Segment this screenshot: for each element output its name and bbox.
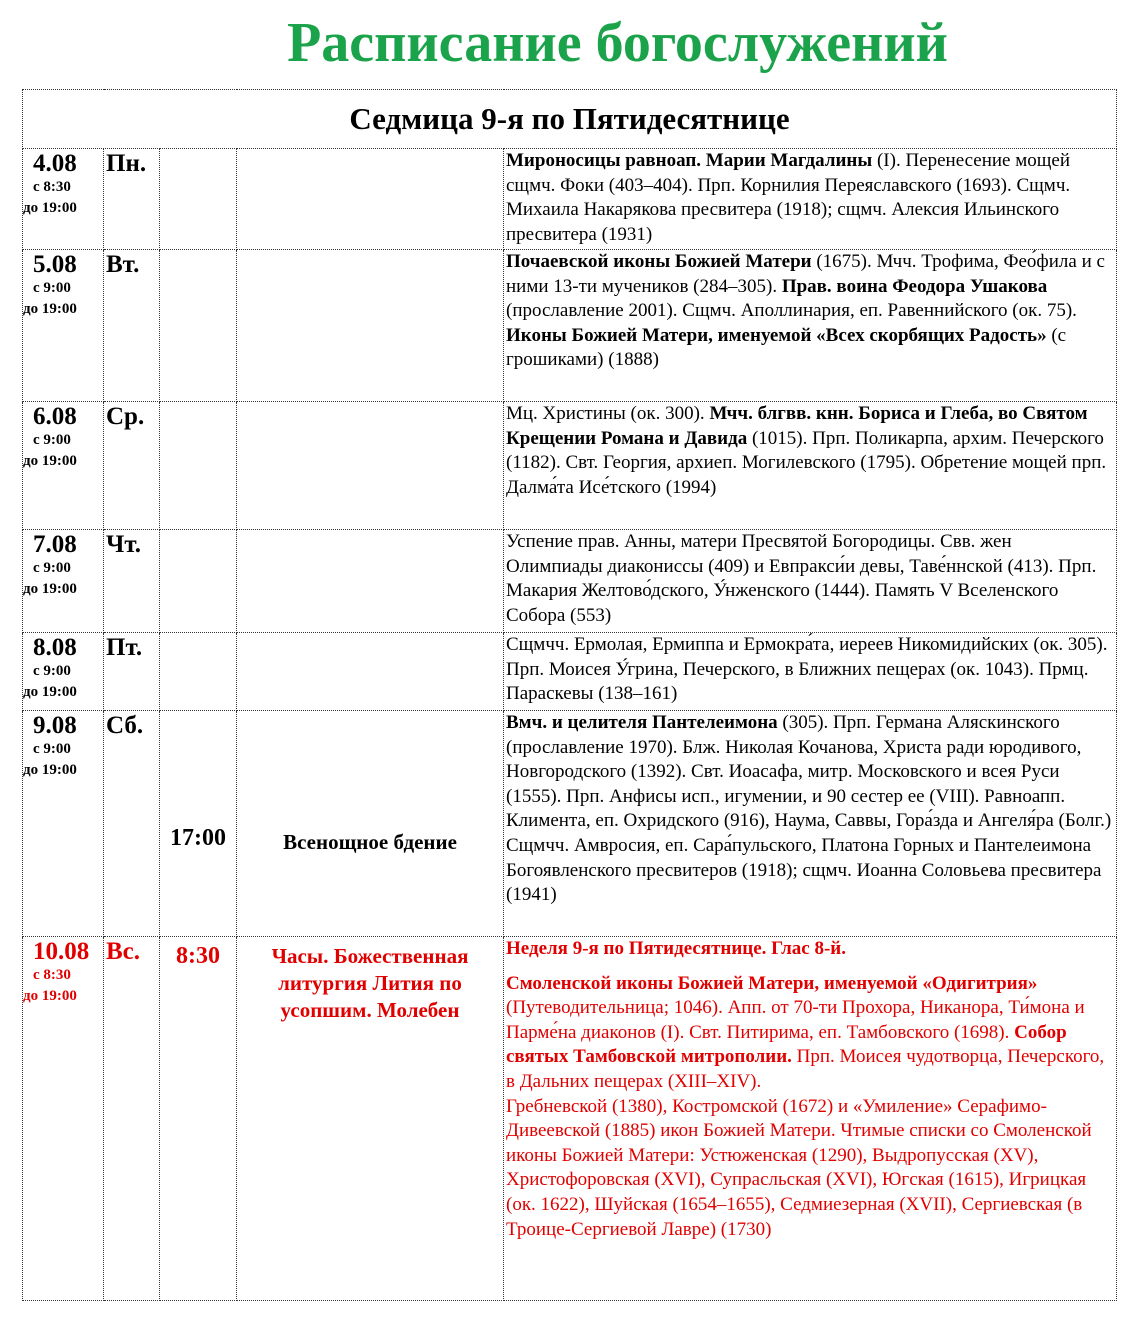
service-cell [237, 402, 504, 530]
commemorations-cell [504, 530, 1117, 633]
commemoration-text: Сщмчч. Ермолая, Ермиппа и Ермокра́та, иереев Никомидийских (ок. 305). Прп. Моисея У́грина, Печерского, в Ближних пещерах (ок. 1043). Прмц. Параскевы (138–161) [506, 634, 1108, 705]
weekday-cell [104, 711, 160, 937]
day-row [23, 711, 1117, 937]
commemoration-bold: Собор святых Тамбовской митрополии. [506, 1021, 1067, 1068]
date-cell [23, 149, 104, 250]
day-row [23, 250, 1117, 402]
commemorations [504, 149, 1116, 247]
weekday-cell [104, 633, 160, 711]
time-cell [160, 250, 237, 402]
service-time: 8:30 [176, 943, 220, 969]
hours-to: до 19:00 [23, 453, 77, 469]
service-cell [237, 633, 504, 711]
commemoration-text: (305). Прп. Германа Аляскинского (прославление 1970). Блж. Николая Кочанова, Христа ради юродивого, Новгородского (1392). Свт. Иоасафа, митр. Московского и всея Руси (1555). Прп. Анфисы исп., игумении, и 90 сестер ее (VIII). Равноапп. Климента, еп. Охридского (916), Наума, Саввы, Гора́зда и Ангеля́ра (Болг.) Сщмчч. Амвросия, еп. Сара́пульского, Платона Горных и Пантелеимона Богоявленского пресвитеров (1918); сщмч. Иоанна Соловьева пресвитера (1941) [506, 712, 1112, 906]
hours [23, 965, 103, 1007]
week-title: Седмица 9-я по Пятидесятнице [23, 90, 1117, 149]
hours-from: с 9:00 [33, 432, 71, 448]
commemoration-bold: Мироносицы равноап. Марии Магдалины [506, 150, 873, 171]
day-row [23, 149, 1117, 250]
day-row [23, 530, 1117, 633]
commemorations [504, 937, 1116, 1242]
hours-from: с 9:00 [33, 663, 71, 679]
hours-to: до 19:00 [23, 301, 77, 317]
commemoration-text: (прославление 2001). Сщмч. Аполлинария, еп. Равеннийского (ок. 75). [506, 300, 1077, 322]
hours-to: до 19:00 [23, 200, 77, 216]
service-cell [237, 937, 504, 1301]
service-cell [237, 530, 504, 633]
hours-from: с 8:30 [33, 967, 71, 983]
hours [23, 739, 103, 781]
time-cell [160, 402, 237, 530]
weekday-cell [104, 402, 160, 530]
date: 10.08 [33, 938, 90, 965]
date: 4.08 [33, 150, 77, 177]
service-name: Всенощное бдение [283, 830, 457, 854]
hours-from: с 9:00 [33, 741, 71, 757]
commemoration-text: Успение прав. Анны, матери Пресвятой Богородицы. Свв. жен Олимпиады диакониссы (409) и Евпракси́и девы, Таве́ннской (413). Прп. Макария Желтово́дского, У́нженского (1444). Память V Вселенского Собора (553) [506, 531, 1097, 626]
time-cell [160, 530, 237, 633]
commemorations [504, 250, 1116, 373]
commemoration-bold: Почаевской иконы Божией Матери [506, 251, 812, 272]
hours [23, 430, 103, 472]
date: 5.08 [33, 251, 77, 278]
hours-from: с 9:00 [33, 560, 71, 576]
weekday: Пт. [106, 634, 143, 661]
schedule-table [22, 89, 1117, 1301]
commemorations [504, 711, 1116, 908]
date: 8.08 [33, 634, 77, 661]
day-row [23, 402, 1117, 530]
weekday-cell [104, 937, 160, 1301]
hours-to: до 19:00 [23, 684, 77, 700]
commemorations-cell [504, 402, 1117, 530]
date: 7.08 [33, 531, 77, 558]
service-time: 17:00 [170, 825, 226, 851]
hours-from: с 8:30 [33, 179, 71, 195]
commemoration-bold: Иконы Божией Матери, именуемой «Всех скорбящих Радость» [506, 324, 1047, 346]
hours-to: до 19:00 [23, 988, 77, 1004]
commemoration-bold: Неделя 9-я по Пятидесятнице. Глас 8-й. [506, 938, 846, 959]
hours [23, 661, 103, 703]
weekday: Чт. [106, 531, 141, 558]
hours-to: до 19:00 [23, 762, 77, 778]
service-cell [237, 711, 504, 937]
time-cell [160, 149, 237, 250]
weekday-cell [104, 530, 160, 633]
commemoration-text: (1015). Прп. Поликарпа, архим. Печерского (1182). Свт. Георгия, архиеп. Могилевского (1795). Обретение мощей прп. Далма́та Исе́тского (1994) [506, 427, 1107, 498]
commemoration-text: (1675). Мчч. Трофима, Фео́фила и с ними 13-ти мучеников (284–305). [506, 251, 1105, 297]
service-name: Часы. Божественная литургия Лития по усопшим. Молебен [271, 944, 469, 1022]
commemorations-cell [504, 633, 1117, 711]
commemorations-cell [504, 937, 1117, 1301]
time-cell [160, 711, 237, 937]
commemorations [504, 633, 1116, 707]
date-cell [23, 937, 104, 1301]
weekday-cell [104, 250, 160, 402]
hours [23, 278, 103, 320]
commemoration-text: (Путеводительница; 1046). Апп. от 70-ти Прохора, Никанора, Ти́мона и Парме́на диаконов (I). Свт. Питирима, еп. Тамбовского (1698). [506, 997, 1085, 1043]
time-cell [160, 937, 237, 1301]
date: 6.08 [33, 403, 77, 430]
commemorations-cell [504, 149, 1117, 250]
hours-from: с 9:00 [33, 280, 71, 296]
paragraph-gap [506, 962, 1112, 972]
date-cell [23, 530, 104, 633]
weekday: Пн. [106, 150, 147, 177]
weekday: Вт. [106, 251, 140, 278]
weekday: Ср. [106, 403, 145, 430]
commemoration-bold: Мчч. блгвв. кнн. Бориса и Глеба, во Святом Крещении Романа и Давида [506, 403, 1088, 449]
hours-to: до 19:00 [23, 581, 77, 597]
day-row [23, 937, 1117, 1301]
weekday-cell [104, 149, 160, 250]
weekday: Сб. [106, 712, 144, 739]
commemoration-text: (с грошиками) (1888) [506, 324, 1067, 371]
commemorations-cell [504, 250, 1117, 402]
day-row [23, 633, 1117, 711]
date-cell [23, 711, 104, 937]
commemoration-bold: Смоленской иконы Божией Матери, именуемой «Одигитрия» [506, 972, 1038, 994]
hours [23, 558, 103, 600]
date-cell [23, 250, 104, 402]
service-cell [237, 250, 504, 402]
service-cell [237, 149, 504, 250]
commemoration-text: Гребневской (1380), Костромской (1672) и «Умиление» Серафимо-Дивеевской (1885) икон Божией Матери. Чтимые списки со Смоленской иконы Божией Матери: Устюженская (1290), Выдропусская (XV), Христофоровская (XVI), Супрасльская (XVI), Югская (1615), Игрицкая (ок. 1622), Шуйская (1654–1655), Седмиезерная (XVII), Сергиевская (в Троице-Сергиевой Лавре) (1730) [506, 1095, 1092, 1240]
date-cell [23, 402, 104, 530]
date-cell [23, 633, 104, 711]
commemorations [504, 530, 1116, 628]
commemoration-text: Прп. Моисея чудотворца, Печерского, в Дальних пещерах (XIII–XIV). [506, 1046, 1105, 1092]
commemoration-text: Мц. Христины (ок. 300). [506, 403, 710, 424]
page-title: Расписание богослужений [287, 12, 948, 74]
commemorations [504, 402, 1116, 500]
commemoration-bold: Прав. воина Феодора Ушакова [781, 275, 1048, 297]
commemorations-cell [504, 711, 1117, 937]
schedule-body [23, 90, 1117, 1301]
commemoration-bold: Вмч. и целителя Пантелеимона [506, 712, 778, 733]
date: 9.08 [33, 712, 77, 739]
hours [23, 177, 103, 219]
time-cell [160, 633, 237, 711]
weekday: Вс. [106, 938, 141, 965]
commemoration-text: (I). Перенесение мощей сщмч. Фоки (403–404). Прп. Корнилия Переяславского (1693). Сщмч. Михаила Накарякова пресвитера (1918); сщмч. Алексия Ильинского пресвитера (1931) [506, 150, 1071, 245]
